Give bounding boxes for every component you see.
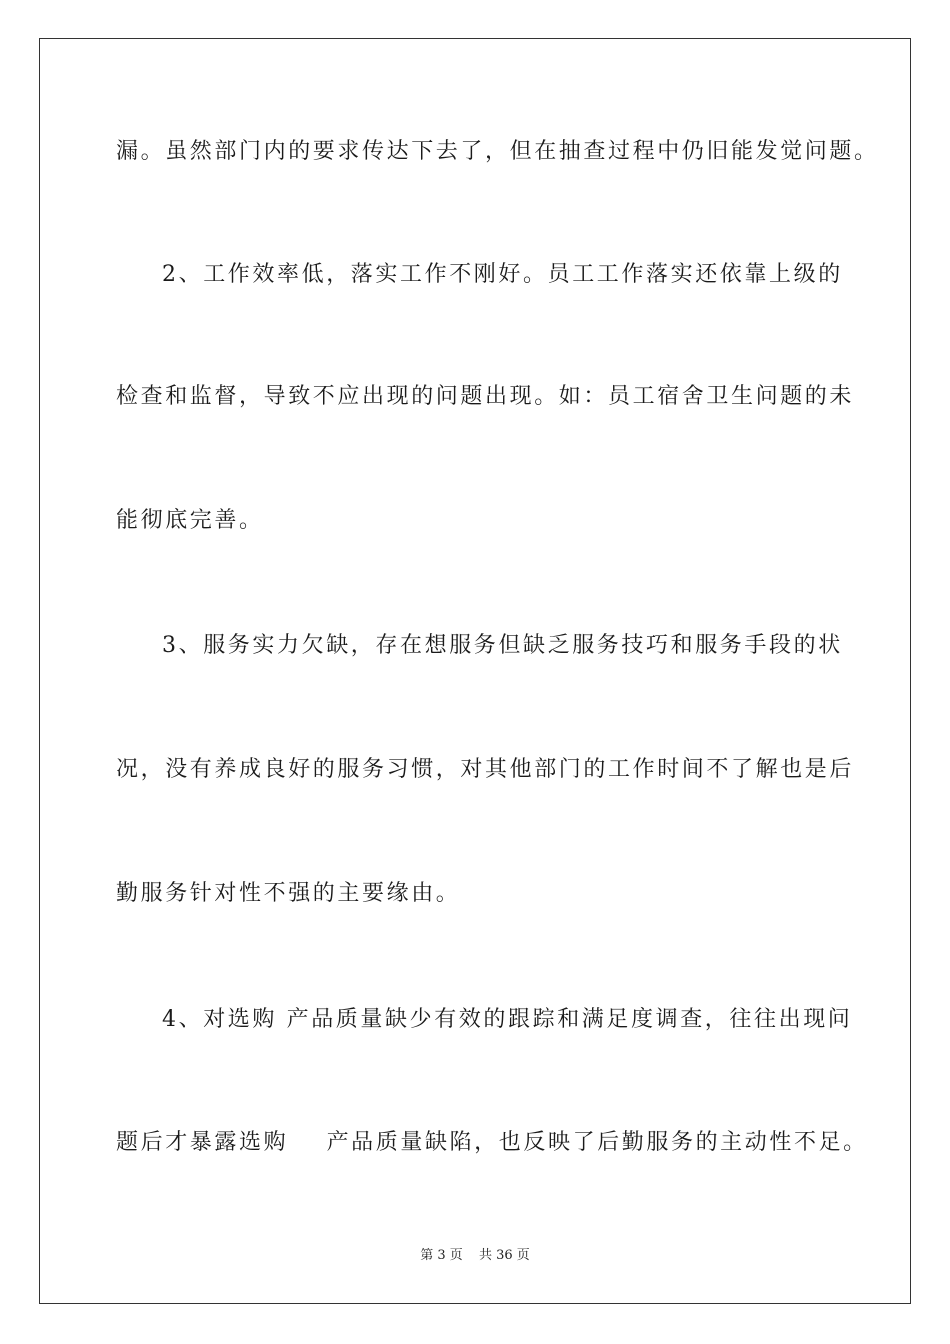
- total-pages: 共 36 页: [478, 1248, 530, 1263]
- page-footer: [0, 1246, 950, 1266]
- paragraph-line: 检查和监督，导致不应出现的问题出现。如：员工宿舍卫生问题的未: [116, 384, 855, 409]
- paragraph-line: 3、服务实力欠缺，存在想服务但缺乏服务技巧和服务手段的状: [162, 633, 843, 658]
- paragraph-line: 漏。虽然部门内的要求传达下去了，但在抽查过程中仍旧能发觉问题。: [116, 139, 879, 164]
- paragraph-line: 题后才暴露选购 产品质量缺陷，也反映了后勤服务的主动性不足。: [116, 1130, 868, 1155]
- paragraph-line: 况，没有养成良好的服务习惯，对其他部门的工作时间不了解也是后: [116, 757, 855, 782]
- paragraph-line: 勤服务针对性不强的主要缘由。: [116, 881, 461, 906]
- paragraph-line: 4、对选购 产品质量缺少有效的跟踪和满足度调查，往往出现问: [162, 1007, 853, 1032]
- paragraph-line: 能彻底完善。: [116, 508, 264, 533]
- paragraph-line: 2、工作效率低，落实工作不刚好。员工工作落实还依靠上级的: [162, 262, 843, 287]
- page-number: 第 3 页: [420, 1248, 463, 1263]
- page-border: [39, 38, 911, 1304]
